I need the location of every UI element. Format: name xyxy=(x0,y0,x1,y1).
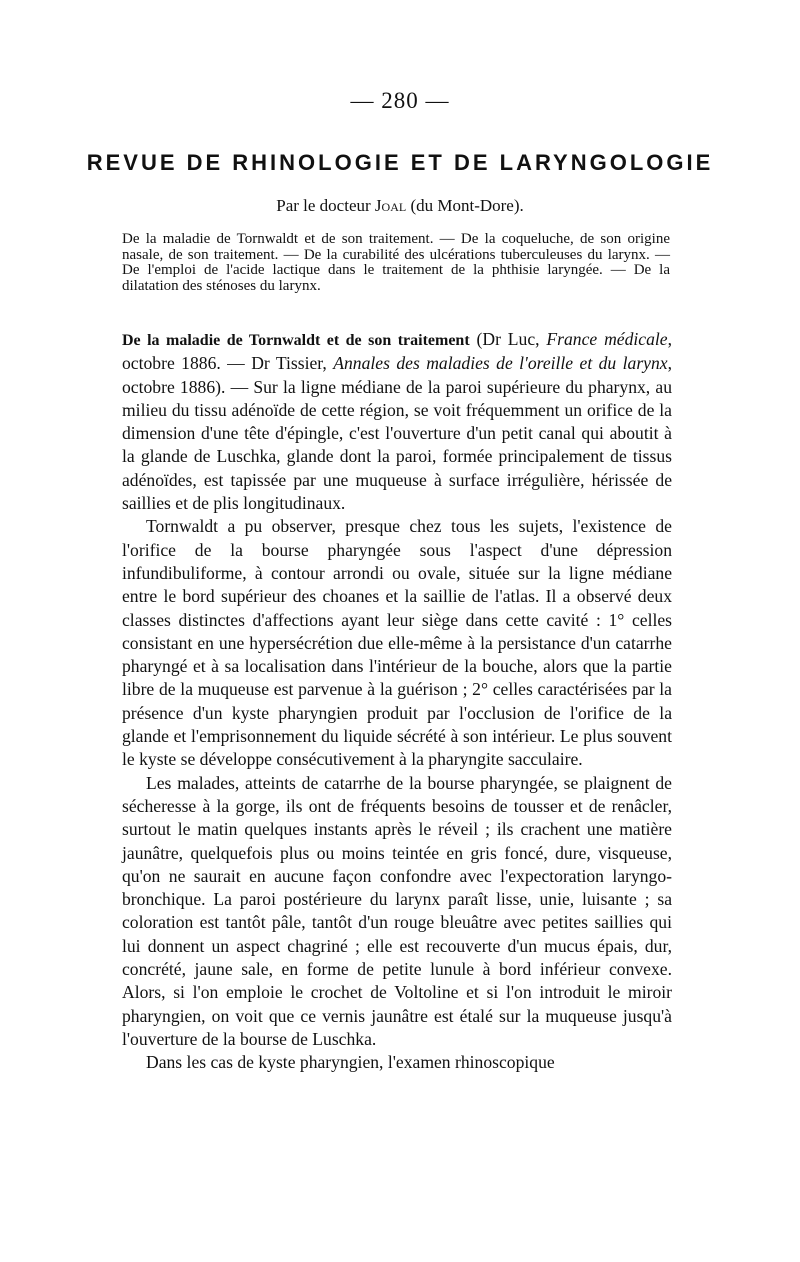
section-heading: De la maladie de Tornwaldt et de son traitement xyxy=(122,332,470,349)
article-paragraph: Les malades, atteints de catarrhe de la bourse pharyngée, se plaignent de sécheresse à la gorge, ils ont de fréquents besoins de tousser et de renâcler, surtout le matin quelques instants après le réveil ; ils crachent une matière jaunâtre, quelquefois plus ou moins teintée en gris foncé, dure, visqueuse, qu'on ne saurait en aucune façon confondre avec l'expectoration laryngo-bronchique. La paroi postérieure du larynx paraît lisse, unie, luisante ; sa coloration est tantôt pâle, tantôt d'un rouge bleuâtre avec petites saillies qui lui donnent un aspect chagriné ; elle est recouverte d'un mucus épais, dur, concrété, jaune sale, en forme de petite lunule à bord inférieur convexe. Alors, si l'on emploie le crochet de Voltoline et si l'on introduit le miroir pharyngien, on voit que ce vernis jaunâtre est étalé sur la muqueuse jusqu'à l'ouverture de la bourse de Luschka. xyxy=(122,772,672,1049)
paragraph-text: — Sur la ligne médiane de la paroi supérieure du pharynx, au milieu du tissu adénoïde de cette région, se voit fréquemment un orifice de la dimension d'une tête d'épingle, c'est l'ouverture d'un petit canal qui aboutit à la glande de Luschka, glande dont la paroi, formée principalement de tissus adénoïdes, est tapissée par une muqueuse à surface irrégulière, hérissée de saillies et de plis longitudinaux. xyxy=(122,376,672,514)
article-paragraph: Tornwaldt a pu observer, presque chez tous les sujets, l'existence de l'orifice de la bourse pharyngée sous l'aspect d'une dépression infundibuliforme, à contour arrondi ou ovale, située sur la ligne médiane entre le bord supérieur des choanes et la saillie de l'atlas. Il a observé deux classes distinctes d'affections ayant leur siège dans cette cavité : 1° celles consistant en une hypersécrétion due elle-même à la persistance d'un catarrhe pharyngé et à sa localisation dans l'intérieur de la bouche, alors que la partie libre de la muqueuse est parvenue à la guérison ; 2° celles caractérisées par la présence d'un kyste pharyngien produit par l'occlusion de l'orifice de la glande et l'emprisonnement du liquide sécrété à son intérieur. Le plus souvent le kyste se développe consécutivement à la pharyngite sacculaire. xyxy=(122,516,672,770)
citation-text: , octobre 1886. — Dr Tissier, xyxy=(122,329,672,374)
journal-title: REVUE DE RHINOLOGIE ET DE LARYNGOLOGIE xyxy=(86,150,714,175)
citation-text: , octobre 1886). xyxy=(122,353,672,397)
article-summary: De la maladie de Tornwaldt et de son traitement. — De la coqueluche, de son origine nasale, de son traitement. — De la curabilité des ulcérations tuberculeuses du larynx. — De l'emploi de l'acide lactique dans le traitement de la phthisie laryngée. — De la dilatation des sténoses du larynx. xyxy=(122,231,670,294)
article-body xyxy=(122,328,672,1075)
article-paragraph: Dans les cas de kyste pharyngien, l'examen rhinoscopique xyxy=(146,1052,555,1073)
byline xyxy=(0,196,800,216)
citation-source: France médicale xyxy=(546,329,668,349)
byline-prefix: Par le docteur xyxy=(276,196,375,215)
citation-source: Annales des maladies de l'oreille et du larynx xyxy=(333,353,668,374)
byline-suffix: (du Mont-Dore). xyxy=(406,196,524,215)
article-paragraph xyxy=(122,328,672,515)
byline-author: Joal xyxy=(374,196,407,215)
citation-open: (Dr Luc, xyxy=(469,329,547,349)
page-number: — 280 — xyxy=(350,88,450,113)
